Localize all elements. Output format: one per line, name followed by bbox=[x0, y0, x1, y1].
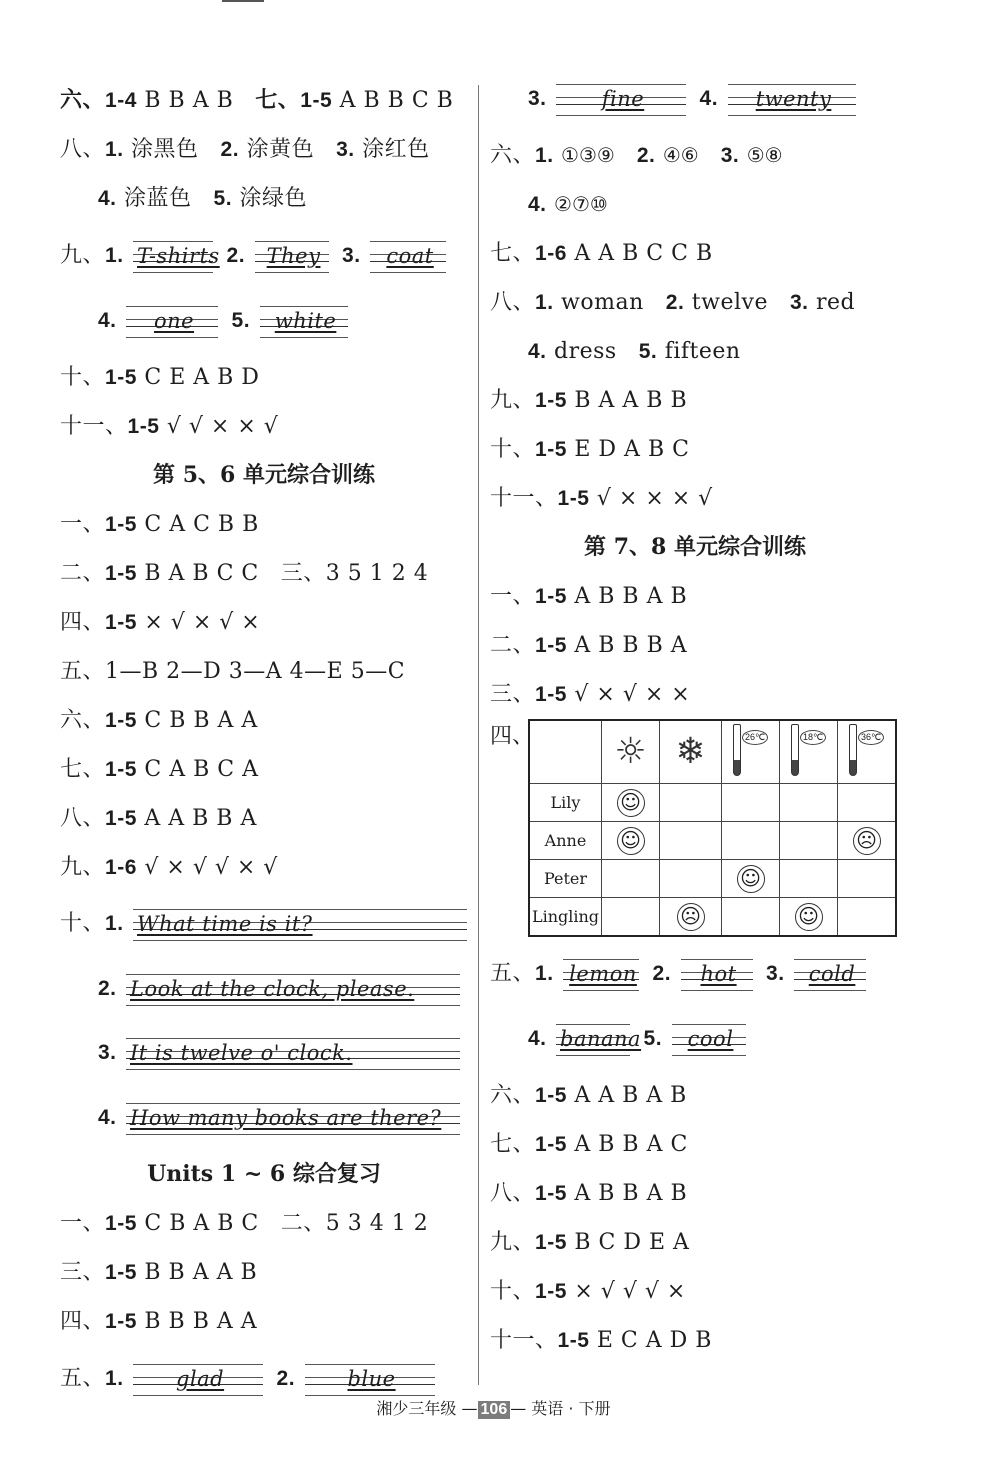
answer-line: 4. dress 5. fifteen bbox=[528, 339, 741, 364]
name-cell: Peter bbox=[529, 860, 602, 898]
answer-line: 四、1-5 B B B A A bbox=[60, 1309, 258, 1334]
footer-subject: — 英语 · 下册 bbox=[510, 1399, 611, 1418]
writing-lines: fine bbox=[556, 82, 686, 116]
table-cell bbox=[838, 860, 897, 898]
name-cell: Anne bbox=[529, 822, 602, 860]
answer-line: 十、1-5 × √ √ √ × bbox=[490, 1279, 686, 1304]
answer-line: 六、1-4 B B A B 七、1-5 A B B C B bbox=[60, 87, 454, 113]
sentence-line: 3. It is twelve o' clock. bbox=[60, 1021, 468, 1086]
answer-line: 九、1-5 B A A B B bbox=[490, 388, 688, 413]
header-empty-cell bbox=[529, 720, 602, 784]
table-cell bbox=[780, 860, 838, 898]
answer-line: 一、1-5 A B B A B bbox=[490, 584, 688, 609]
writing-lines: white bbox=[260, 304, 348, 338]
table-cell bbox=[838, 784, 897, 822]
weather-table bbox=[528, 719, 897, 937]
answer-line: 九、1. T-shirts 2. They 3. coat bbox=[60, 223, 468, 288]
writing-lines: They bbox=[255, 239, 329, 273]
footer-book: 湘少三年级 — bbox=[376, 1399, 478, 1418]
table-cell bbox=[660, 898, 722, 937]
header-cell bbox=[722, 720, 780, 784]
name-cell: Lily bbox=[529, 784, 602, 822]
table-cell bbox=[660, 860, 722, 898]
answer-line: 二、1-5 B A B C C 三、3 5 1 2 4 bbox=[60, 561, 429, 586]
section-title: Units 1 ~ 6 综合复习 bbox=[147, 1161, 381, 1187]
answer-line: 3. fine 4. twenty bbox=[490, 66, 900, 131]
writing-lines: lemon bbox=[563, 957, 639, 991]
answer-line: 九、1-6 √ × √ √ × √ bbox=[60, 855, 278, 880]
table-cell bbox=[722, 860, 780, 898]
smiley-face-icon: ☺ bbox=[737, 865, 765, 893]
answer-line: 九、1-5 B C D E A bbox=[490, 1230, 690, 1255]
section-title: 第 5、6 单元综合训练 bbox=[153, 462, 375, 488]
table-cell bbox=[660, 784, 722, 822]
answer-line: 五、1—B 2—D 3—A 4—E 5—C bbox=[60, 659, 406, 684]
answer-line: 七、1-5 A B B A C bbox=[490, 1132, 688, 1157]
sentence-line: 十、1. What time is it? bbox=[60, 892, 468, 957]
right-column bbox=[490, 76, 900, 1365]
smiley-face-icon: ☺ bbox=[617, 827, 645, 855]
table-cell bbox=[838, 822, 897, 860]
table-cell bbox=[780, 822, 838, 860]
sun-icon: ☼ bbox=[614, 731, 647, 772]
answer-line: 五、1. lemon 2. hot 3. cold bbox=[490, 941, 900, 1006]
writing-lines: cool bbox=[672, 1022, 746, 1056]
page-footer bbox=[0, 1396, 987, 1419]
table-cell bbox=[838, 898, 897, 937]
writing-lines: hot bbox=[681, 957, 753, 991]
column-divider bbox=[478, 85, 479, 1385]
writing-lines: T-shirts bbox=[133, 239, 213, 273]
sentence-line: 2. Look at the clock, please. bbox=[60, 957, 468, 1022]
name-cell: Lingling bbox=[529, 898, 602, 937]
sentence-line: 4. How many books are there? bbox=[60, 1086, 468, 1151]
answer-line: 三、1-5 B B A A B bbox=[60, 1260, 258, 1285]
table-cell bbox=[722, 898, 780, 937]
header-cell bbox=[660, 720, 722, 784]
answer-line: 七、1-6 A A B C C B bbox=[490, 241, 713, 266]
writing-lines: blue bbox=[305, 1362, 435, 1396]
writing-lines: banana bbox=[556, 1022, 630, 1056]
table-cell bbox=[722, 822, 780, 860]
answer-line: 一、1-5 C A C B B bbox=[60, 512, 259, 537]
answer-line: 4. ②⑦⑩ bbox=[528, 192, 608, 216]
table-cell bbox=[602, 898, 660, 937]
writing-lines: coat bbox=[370, 239, 446, 273]
answer-line: 四、1-5 × √ × √ × bbox=[60, 610, 261, 635]
answer-line: 八、1. woman 2. twelve 3. red bbox=[490, 290, 856, 315]
thermometer-icon: 26℃ bbox=[733, 724, 768, 776]
smiley-face-icon: ☺ bbox=[795, 903, 823, 931]
answer-line: 七、1-5 C A B C A bbox=[60, 757, 259, 782]
section-title: 第 7、8 单元综合训练 bbox=[584, 534, 806, 560]
header-cell bbox=[602, 720, 660, 784]
writing-lines: one bbox=[126, 304, 218, 338]
table-cell bbox=[722, 784, 780, 822]
writing-lines: What time is it? bbox=[133, 907, 467, 941]
left-column bbox=[60, 76, 468, 1411]
answer-line: 十一、1-5 E C A D B bbox=[490, 1328, 712, 1353]
answer-line: 二、1-5 A B B B A bbox=[490, 633, 688, 658]
answer-line: 八、1-5 A A B B A bbox=[60, 806, 257, 831]
answer-line: 六、1-5 C B B A A bbox=[60, 708, 258, 733]
sad-face-icon: ☹ bbox=[853, 827, 881, 855]
writing-lines: glad bbox=[133, 1362, 263, 1396]
header-cell bbox=[838, 720, 897, 784]
snow-cloud-icon: ❄ bbox=[675, 731, 706, 772]
table-cell bbox=[602, 822, 660, 860]
writing-lines: cold bbox=[794, 957, 866, 991]
table-cell bbox=[602, 860, 660, 898]
answer-line: 4. banana 5. cool bbox=[490, 1006, 900, 1071]
answer-line: 4. one 5. white bbox=[60, 288, 468, 353]
header-cell bbox=[780, 720, 838, 784]
answer-line: 三、1-5 √ × √ × × bbox=[490, 682, 691, 707]
answer-line: 一、1-5 C B A B C 二、5 3 4 1 2 bbox=[60, 1211, 429, 1236]
smiley-face-icon: ☺ bbox=[617, 789, 645, 817]
thermometer-icon: 18℃ bbox=[791, 724, 826, 776]
answer-line: 十、1-5 C E A B D bbox=[60, 365, 260, 390]
answer-line: 十一、1-5 √ × × × √ bbox=[490, 486, 713, 511]
answer-line: 十、1-5 E D A B C bbox=[490, 437, 690, 462]
top-mark bbox=[222, 0, 264, 2]
table-cell bbox=[602, 784, 660, 822]
answer-line: 六、1. ①③⑨ 2. ④⑥ 3. ⑤⑧ bbox=[490, 143, 783, 168]
writing-lines: How many books are there? bbox=[126, 1101, 460, 1135]
writing-lines: It is twelve o' clock. bbox=[126, 1036, 460, 1070]
weather-table-block: 四、 ☼ ❄ 26℃ 18℃ 36℃ Lily ☺ Anne ☺ ☹ Peter ☺ Lingling ☹ ☺ bbox=[490, 719, 900, 941]
answer-line: 六、1-5 A A B A B bbox=[490, 1083, 687, 1108]
thermometer-icon: 36℃ bbox=[849, 724, 884, 776]
answer-line: 八、1-5 A B B A B bbox=[490, 1181, 688, 1206]
table-cell bbox=[780, 898, 838, 937]
page-number: 106 bbox=[478, 1401, 511, 1419]
writing-lines: Look at the clock, please. bbox=[126, 972, 460, 1006]
answer-line: 4. 涂蓝色 5. 涂绿色 bbox=[98, 186, 308, 211]
table-cell bbox=[660, 822, 722, 860]
answer-line: 八、1. 涂黑色 2. 涂黄色 3. 涂红色 bbox=[60, 137, 430, 162]
sad-face-icon: ☹ bbox=[677, 903, 705, 931]
answer-line: 五、1. glad 2. blue bbox=[60, 1346, 468, 1411]
table-cell bbox=[780, 784, 838, 822]
answer-line: 十一、1-5 √ √ × × √ bbox=[60, 414, 279, 439]
writing-lines: twenty bbox=[728, 82, 856, 116]
